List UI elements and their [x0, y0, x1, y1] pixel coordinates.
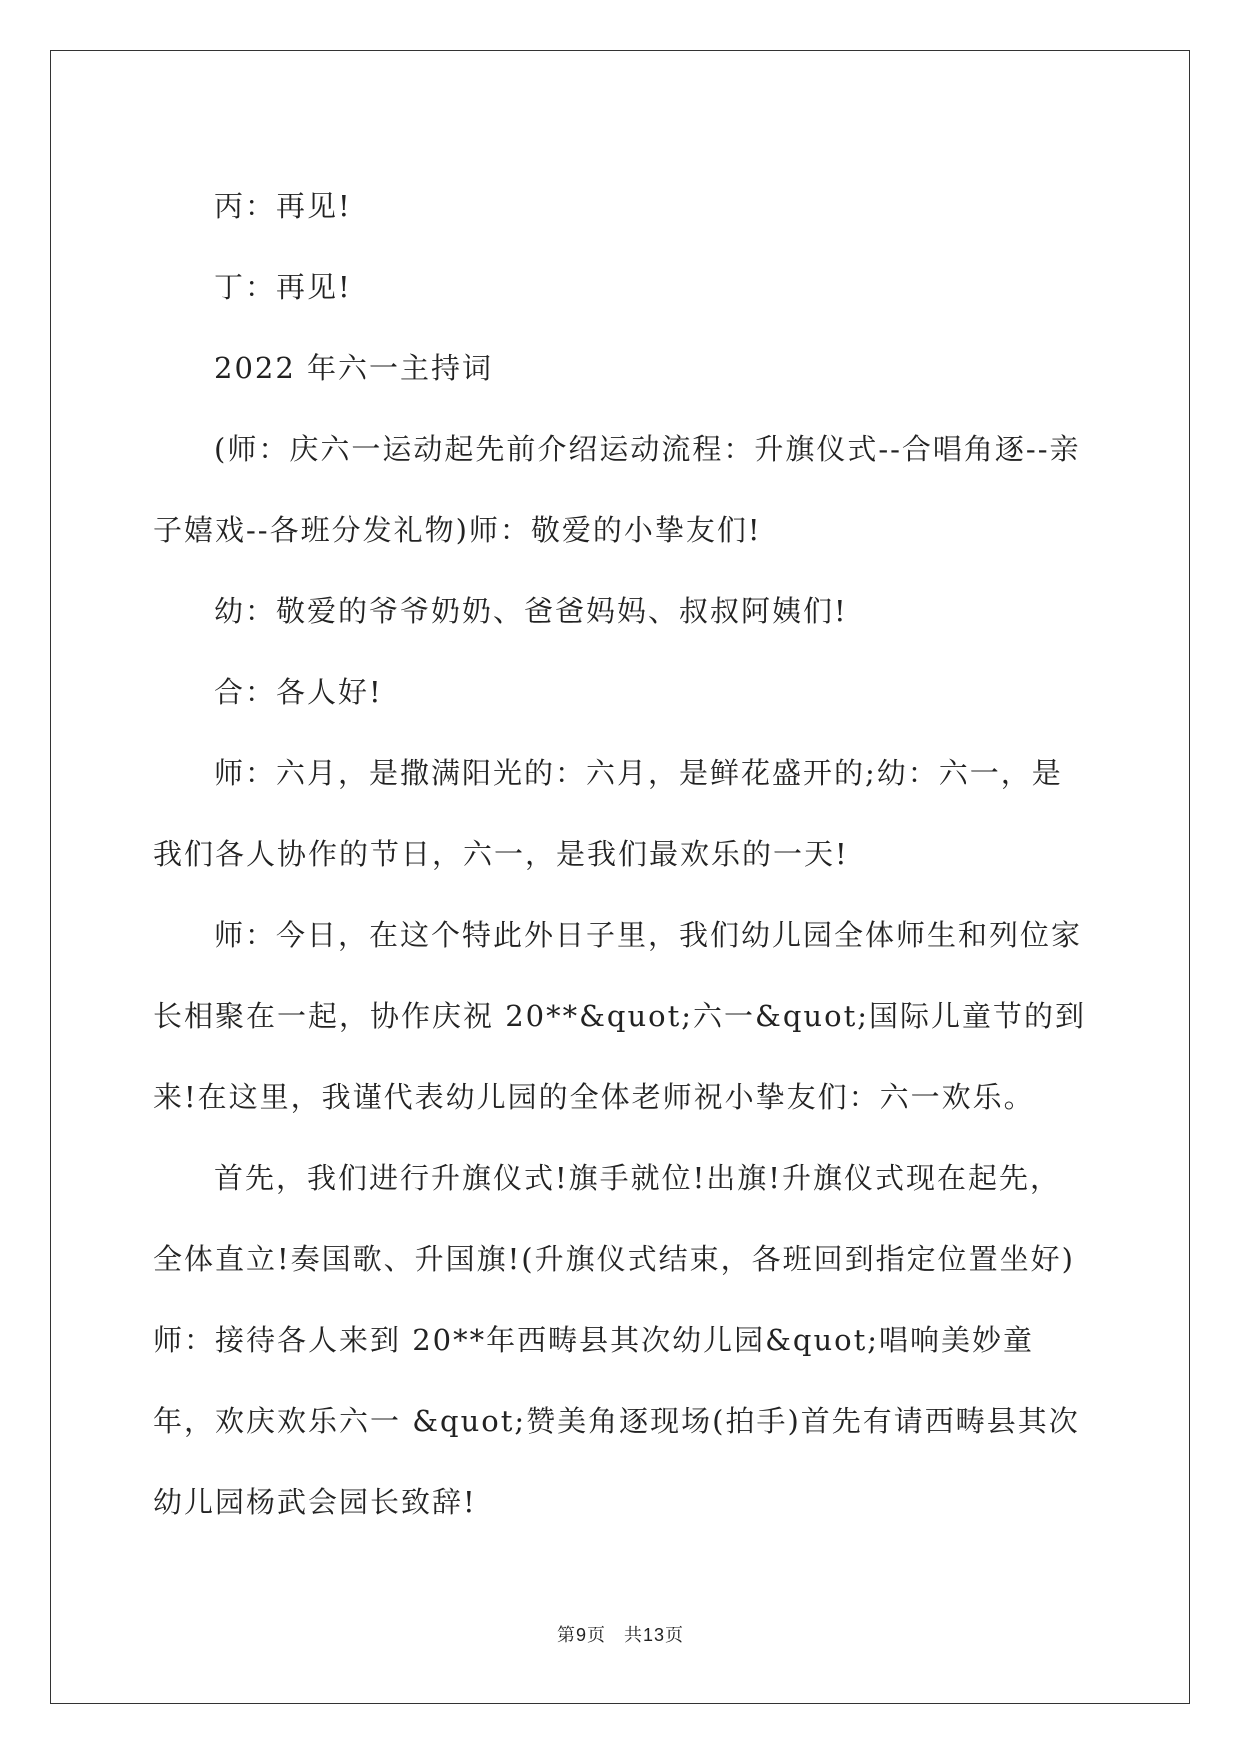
- paragraph: 丙：再见!: [214, 189, 352, 223]
- section-heading: 2022 年六一主持词: [214, 351, 494, 385]
- page-suffix: 页: [586, 1625, 606, 1646]
- page-prefix: 第: [556, 1625, 576, 1646]
- paragraph: (师：庆六一运动起先前介绍运动流程：升旗仪式--合唱角逐--亲子嬉戏--各班分发礼物)师：敬爱的小挚友们!: [153, 432, 1081, 547]
- page-footer: [0, 1624, 1241, 1647]
- total-prefix: 共: [623, 1625, 643, 1646]
- paragraph: 首先，我们进行升旗仪式!旗手就位!出旗!升旗仪式现在起先，全体直立!奏国歌、升国旗!(升旗仪式结束，各班回到指定位置坐好)师：接待各人来到 20**年西畴县其次幼儿园&quot;唱响美妙童年，欢庆欢乐六一 &quot;赞美角逐现场(拍手)首先有请西畴县其次幼儿园杨武会园长致辞!: [153, 1161, 1080, 1519]
- document-body: [153, 166, 1090, 1543]
- total-pages: 13: [642, 1625, 666, 1645]
- paragraph: 丁：再见!: [214, 270, 352, 304]
- paragraph: 合：各人好!: [214, 675, 383, 709]
- total-suffix: 页: [665, 1625, 685, 1646]
- paragraph: 师：六月，是撒满阳光的：六月，是鲜花盛开的;幼：六一，是我们各人协作的节日，六一，是我们最欢乐的一天!: [153, 756, 1063, 871]
- paragraph: 师：今日，在这个特此外日子里，我们幼儿园全体师生和列位家长相聚在一起，协作庆祝 20**&quot;六一&quot;国际儿童节的到来!在这里，我谨代表幼儿园的全体老师祝小挚友们：六一欢乐。: [153, 918, 1086, 1114]
- paragraph: 幼：敬爱的爷爷奶奶、爸爸妈妈、叔叔阿姨们!: [214, 594, 848, 628]
- page-number: 9: [575, 1625, 587, 1645]
